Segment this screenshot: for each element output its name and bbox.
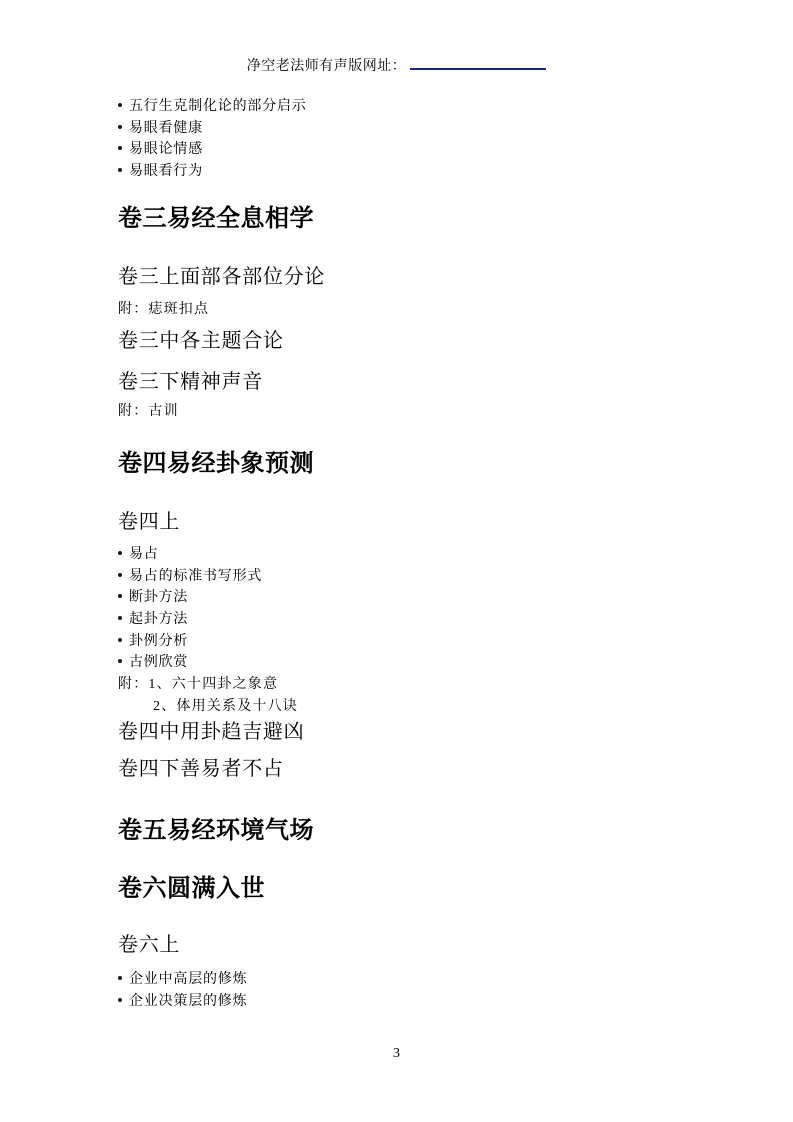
bullet-list-top <box>118 96 753 183</box>
appendix-note-vol4 <box>118 674 753 717</box>
list-item-text: 卦例分析 <box>129 633 189 649</box>
heading-volume-5: 卷五易经环境气场 <box>118 817 314 845</box>
bullet-icon <box>118 573 122 577</box>
heading-volume-3-upper: 卷三上面部各部位分论 <box>118 265 325 288</box>
bullet-icon <box>118 146 122 150</box>
list-item-text: 起卦方法 <box>129 611 189 627</box>
appendix-note-line-2: 2、体用关系及十八诀 <box>153 698 298 714</box>
list-item <box>118 566 753 588</box>
list-item-text: 断卦方法 <box>129 590 189 606</box>
list-item <box>118 652 753 674</box>
heading-volume-6: 卷六圆满入世 <box>118 875 265 903</box>
page-number: 3 <box>393 1045 400 1061</box>
bullet-icon <box>118 125 122 129</box>
bullet-icon <box>118 638 122 642</box>
list-item <box>118 991 753 1013</box>
list-item-text: 易眼看健康 <box>129 120 203 136</box>
list-item <box>118 139 753 161</box>
list-item-text: 易眼看行为 <box>129 164 203 180</box>
list-item <box>118 969 753 991</box>
list-item-text: 易占 <box>129 546 159 562</box>
heading-volume-4-upper: 卷四上 <box>118 510 181 533</box>
appendix-note-line-1: 附：1、六十四卦之象意 <box>118 677 279 693</box>
list-item <box>118 544 753 566</box>
bullet-icon <box>118 168 122 172</box>
list-item-text: 古例欣赏 <box>129 655 189 671</box>
bullet-icon <box>118 551 122 555</box>
bullet-icon <box>118 616 122 620</box>
list-item-text: 企业决策层的修炼 <box>129 994 248 1010</box>
heading-volume-4-lower: 卷四下善易者不占 <box>118 758 284 781</box>
heading-volume-3: 卷三易经全息相学 <box>118 204 314 232</box>
list-item <box>118 118 753 140</box>
heading-volume-4-middle: 卷四中用卦趋吉避凶 <box>118 721 305 744</box>
toc-content <box>0 96 793 1013</box>
heading-volume-3-lower: 卷三下精神声音 <box>118 370 263 393</box>
list-item-text: 五行生克制化论的部分启示 <box>129 99 307 114</box>
audio-version-url-label: 净空老法师有声版网址： <box>246 59 407 74</box>
list-item <box>118 161 753 183</box>
bullet-list-vol4 <box>118 544 753 674</box>
page-footer <box>0 1046 793 1062</box>
page-header <box>0 58 793 75</box>
heading-volume-6-upper: 卷六上 <box>118 934 181 957</box>
bullet-list-vol6 <box>118 969 753 1012</box>
bullet-icon <box>118 594 122 598</box>
bullet-icon <box>118 103 122 107</box>
list-item-text: 易眼论情感 <box>129 142 203 158</box>
heading-volume-3-middle: 卷三中各主题合论 <box>118 329 284 352</box>
list-item <box>118 631 753 653</box>
list-item <box>118 587 753 609</box>
bullet-icon <box>118 976 122 980</box>
bullet-icon <box>118 998 122 1002</box>
heading-volume-4: 卷四易经卦象预测 <box>118 449 314 477</box>
bullet-icon <box>118 659 122 663</box>
appendix-note-vol3-lower: 附：古训 <box>118 403 179 419</box>
url-underline-blank <box>410 58 546 70</box>
list-item <box>118 96 753 118</box>
list-item <box>118 609 753 631</box>
appendix-note-vol3-upper: 附：痣斑扣点 <box>118 301 210 317</box>
list-item-text: 易占的标准书写形式 <box>129 568 263 584</box>
list-item-text: 企业中高层的修炼 <box>129 972 248 988</box>
